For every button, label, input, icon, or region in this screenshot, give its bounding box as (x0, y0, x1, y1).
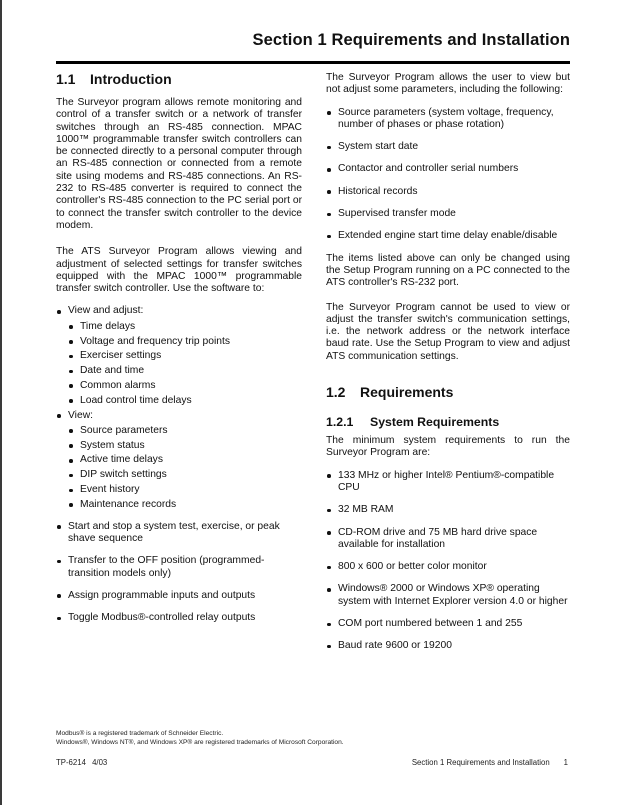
page-title: Section 1 Requirements and Installation (252, 31, 570, 49)
system-requirements-list (326, 470, 570, 653)
requirements-heading-number: 1.2 (326, 384, 346, 401)
list-item: System start date (326, 141, 570, 153)
list-item: Active time delays (68, 454, 302, 466)
footer-section-info (412, 758, 568, 767)
footer-doc-info (56, 758, 107, 767)
list-item: Voltage and frequency trip points (68, 336, 302, 348)
trademark-footnotes (56, 730, 344, 747)
requirements-heading-text: Requirements (360, 384, 454, 401)
setup-program-note: The items listed above can only be changed using the Setup Program running on a PC connected to the ATS controller's RS-232 port. (326, 252, 570, 289)
list-item: Transfer to the OFF position (programmed-transition models only) (56, 555, 302, 580)
list-item: View: Source parameters System status Active time delays DIP switch settings Event history Maintenance records (56, 410, 302, 512)
list-item: Windows® 2000 or Windows XP® operating system with Internet Explorer version 4.0 or higher (326, 583, 570, 608)
communication-settings-note: The Surveyor Program cannot be used to view or adjust the transfer switch's communication settings, i.e. the network address or the network interface baud rate. Use the Setup Program to view and adjust ATS communication settings. (326, 301, 570, 362)
intro-heading (56, 70, 302, 88)
system-requirements-intro: The minimum system requirements to run the Surveyor Program are: (326, 435, 570, 459)
intro-heading-number: 1.1 (56, 71, 76, 87)
list-item: Event history (68, 484, 302, 496)
footnote-modbus: Modbus® is a registered trademark of Schneider Electric. (56, 730, 224, 737)
list-item: Time delays (68, 321, 302, 333)
list-item: View and adjust: Time delays Voltage and frequency trip points Exerciser settings Date and time Common alarms Load control time delays (56, 305, 302, 407)
list-item: COM port numbered between 1 and 255 (326, 618, 570, 630)
view-adjust-sublist (68, 321, 302, 407)
title-rule (56, 61, 570, 64)
footer-section: Section 1 Requirements and Installation (411, 758, 550, 767)
list-item: DIP switch settings (68, 469, 302, 481)
list-item: Maintenance records (68, 499, 302, 511)
list-item: Exerciser settings (68, 350, 302, 362)
viewer-left-edge (0, 0, 2, 805)
list-item: 32 MB RAM (326, 504, 570, 516)
list-item: Source parameters (68, 425, 302, 437)
list-item: Historical records (326, 186, 570, 198)
doc-date: 4/03 (92, 758, 108, 767)
intro-heading-text: Introduction (90, 71, 172, 87)
list-item: 133 MHz or higher Intel® Pentium®-compatible CPU (326, 470, 570, 495)
footnote-windows: Windows®, Windows NT®, and Windows XP® are registered trademarks of Microsoft Corporation. (56, 738, 344, 746)
list-item: Baud rate 9600 or 19200 (326, 640, 570, 652)
list-item: Common alarms (68, 380, 302, 392)
list-item: Assign programmable inputs and outputs (56, 590, 302, 602)
list-item: Load control time delays (68, 395, 302, 407)
page-number: 1 (563, 758, 568, 767)
view-sublist (68, 425, 302, 511)
list-item: Source parameters (system voltage, frequency, number of phases or phase rotation) (326, 107, 570, 132)
capabilities-list (56, 305, 302, 511)
doc-id: TP-6214 (56, 758, 86, 767)
list-item: Date and time (68, 365, 302, 377)
list-item: Contactor and controller serial numbers (326, 163, 570, 175)
list-item: Start and stop a system test, exercise, or peak shave sequence (56, 521, 302, 546)
list-item: CD-ROM drive and 75 MB hard drive space available for installation (326, 527, 570, 552)
list-item: Toggle Modbus®-controlled relay outputs (56, 612, 302, 624)
system-requirements-text: System Requirements (370, 415, 500, 430)
system-requirements-heading (326, 414, 570, 430)
view-only-intro: The Surveyor Program allows the user to view but not adjust some parameters, including the following: (326, 72, 570, 96)
intro-paragraph-1: The Surveyor program allows remote monitoring and control of a transfer switch or a network of transfer switches through an RS-485 connection. MPAC 1000™ programmable transfer switch controllers can be connected directly to a personal computer through an RS-485 connection or connected from a remote site using modems and RS-485 connections. An RS-232 to RS-485 converter is required to connect the controller's RS-485 connection to the PC serial port or to connect the transfer switch controller to the device modem. (56, 97, 302, 231)
right-column (326, 72, 570, 663)
list-item: Extended engine start time delay enable/disable (326, 230, 570, 242)
list-item: System status (68, 440, 302, 452)
list-item: 800 x 600 or better color monitor (326, 561, 570, 573)
system-requirements-number: 1.2.1 (326, 415, 354, 430)
requirements-heading (326, 383, 570, 401)
list-item: Supervised transfer mode (326, 208, 570, 220)
view-only-list (326, 107, 570, 243)
other-capabilities-list (56, 521, 302, 625)
intro-paragraph-2: The ATS Surveyor Program allows viewing and adjustment of selected settings for transfer switches equipped with the MPAC 1000™ programmable transfer switch controller. Use the software to: (56, 246, 302, 295)
left-column (56, 70, 302, 634)
